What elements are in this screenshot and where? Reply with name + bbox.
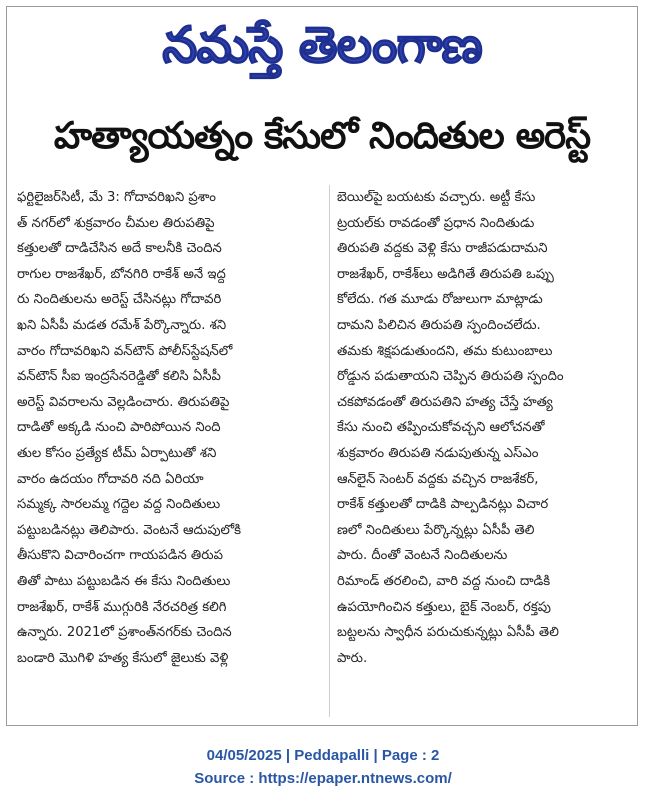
newspaper-masthead: నమస్తే తెలంగాణ: [162, 15, 482, 74]
article-line: వారం ఉదయం గోదావరి నది ఏరియా: [17, 471, 204, 487]
article-line: రాజశేఖర్‌, రాకేశ్‌ ముగ్గురికి నేరచరిత్ర కలిగి: [17, 599, 227, 615]
article-line: ఉన్నారు. 2021లో ప్రశాంత్‌నగర్‌కు చెందిన: [17, 625, 232, 641]
article-line: రాజశేఖర్‌, రాకేశ్‌లు అడిగితే తిరుపతి ఒప్పు: [337, 266, 554, 282]
article-line: తితో పాటు పట్టుబడిన ఈ కేసు నిందితులు: [17, 573, 231, 589]
article-line: వారం గోదావరిఖని వన్‌టౌన్‌ పోలీస్‌స్టేషన్‌లో: [17, 343, 233, 359]
article-line: శుక్రవారం తిరుపతి నడుపుతున్న ఎస్‌ఎం: [337, 445, 539, 461]
article-line: కేసు నుంచి తప్పించుకోవచ్చని ఆలోచనతో: [337, 420, 545, 436]
article-line: బట్టలను స్వాధీన పరుచుకున్నట్లు ఏసీపీ తెలి: [337, 625, 559, 641]
article-line: కత్తులతో దాడిచేసిన అదే కాలనీకి చెందిన: [17, 241, 222, 257]
column-divider: [329, 185, 330, 717]
article-line: తుల కోసం ప్రత్యేక టీమ్‌ ఏర్పాటుతో శని: [17, 445, 217, 461]
footer-source-line: Source : https://epaper.ntnews.com/: [194, 770, 452, 787]
footer-date-line: 04/05/2025 | Peddapalli | Page : 2: [206, 747, 440, 764]
article-line: బెయిల్‌పై బయటకు వచ్చారు. అట్టీ కేసు: [337, 190, 536, 205]
article-line: బండారి మొగిళి హత్య కేసులో జైలుకు వెళ్లి: [17, 650, 229, 666]
article-line: ఫర్టిలైజర్‌సిటీ, మే 3: గోదావరిఖని ప్రశాం: [17, 190, 216, 205]
article-line: దాడితో అక్కడి నుంచి పారిపోయిన నింది: [17, 420, 221, 436]
article-line: రు నిందితులను అరెస్ట్‌ చేసినట్లు గోదావరి: [17, 292, 222, 308]
article-line: ఆన్‌లైన్‌ సెంటర్‌ వద్దకు వచ్చిన రాజశేకర్‌,: [337, 471, 539, 487]
article-line: వన్‌టౌన్‌ సీఐ ఇంద్రసేనరెడ్డితో కలిసి ఏసీపీ: [17, 369, 221, 385]
article-line: దామని పిలిచిన తిరుపతి స్పందించలేదు.: [337, 317, 541, 333]
article-line: రోడ్డున పడుతాయని చెప్పిన తిరుపతి స్పందిం: [337, 369, 564, 385]
article-line: చకపోవడంతో తిరుపతిని హత్య చేస్తే హత్య: [337, 394, 553, 410]
article-line: సమ్మక్క సారలమ్మ గద్దెల వద్ద నిందితులు: [17, 497, 221, 513]
article-line: పారు.: [337, 650, 368, 666]
article-line: త్‌ నగర్‌లో శుక్రవారం చీమల తిరుపతిపై: [17, 215, 215, 231]
article-line: ఉపయోగించిన కత్తులు, బైక్‌ నెంబర్‌, రక్తపు: [337, 599, 551, 615]
article-line: రిమాండ్‌ తరలించి, వారి వద్ద నుంచి దాడికి: [337, 573, 551, 589]
article-headline: హత్యాయత్నం కేసులో నిందితుల అరెస్ట్: [53, 114, 591, 157]
article-line: ట్రయల్‌కు రావడంతో ప్రధాన నిందితుడు: [337, 215, 535, 231]
article-column-right: [337, 185, 633, 671]
article-line: పారు. దీంతో వెంటనే నిందితులను: [337, 548, 508, 564]
article-line: రాకేశ్‌ కత్తులతో దాడికి పాల్పడినట్లు విచార: [337, 497, 549, 513]
article-column-left: [17, 185, 323, 671]
article-line: తిరుపతి వద్దకు వెళ్లి కేసు రాజీపడుదామని: [337, 241, 548, 257]
article-line: కోలేదు. గత మూడు రోజులుగా మాట్లాడు: [337, 292, 543, 308]
article-line: తీసుకొని విచారించగా గాయపడిన తిరుప: [17, 548, 223, 564]
article-line: ణలో నిందితులు పేర్కొన్నట్లు ఏసీపీ తెలి: [337, 522, 535, 538]
article-line: అరెస్ట్‌ వివరాలను వెల్లడించారు. తిరుపతిపై: [17, 394, 230, 410]
article-line: పట్టుబడినట్లు తెలిపారు. వెంటనే ఆదుపులోకి: [17, 522, 242, 538]
article-line: రాగుల రాజశేఖర్‌, బోనగిరి రాకేశ్‌ అనే ఇద్ద: [17, 266, 226, 282]
article-line: తమకు శిక్షపడుతుందని, తమ కుటుంబాలు: [337, 343, 553, 359]
newspaper-clipping: [6, 6, 638, 726]
article-line: ఖని ఏసీపీ మడత రమేశ్‌ పేర్కొన్నారు. శని: [17, 317, 227, 333]
